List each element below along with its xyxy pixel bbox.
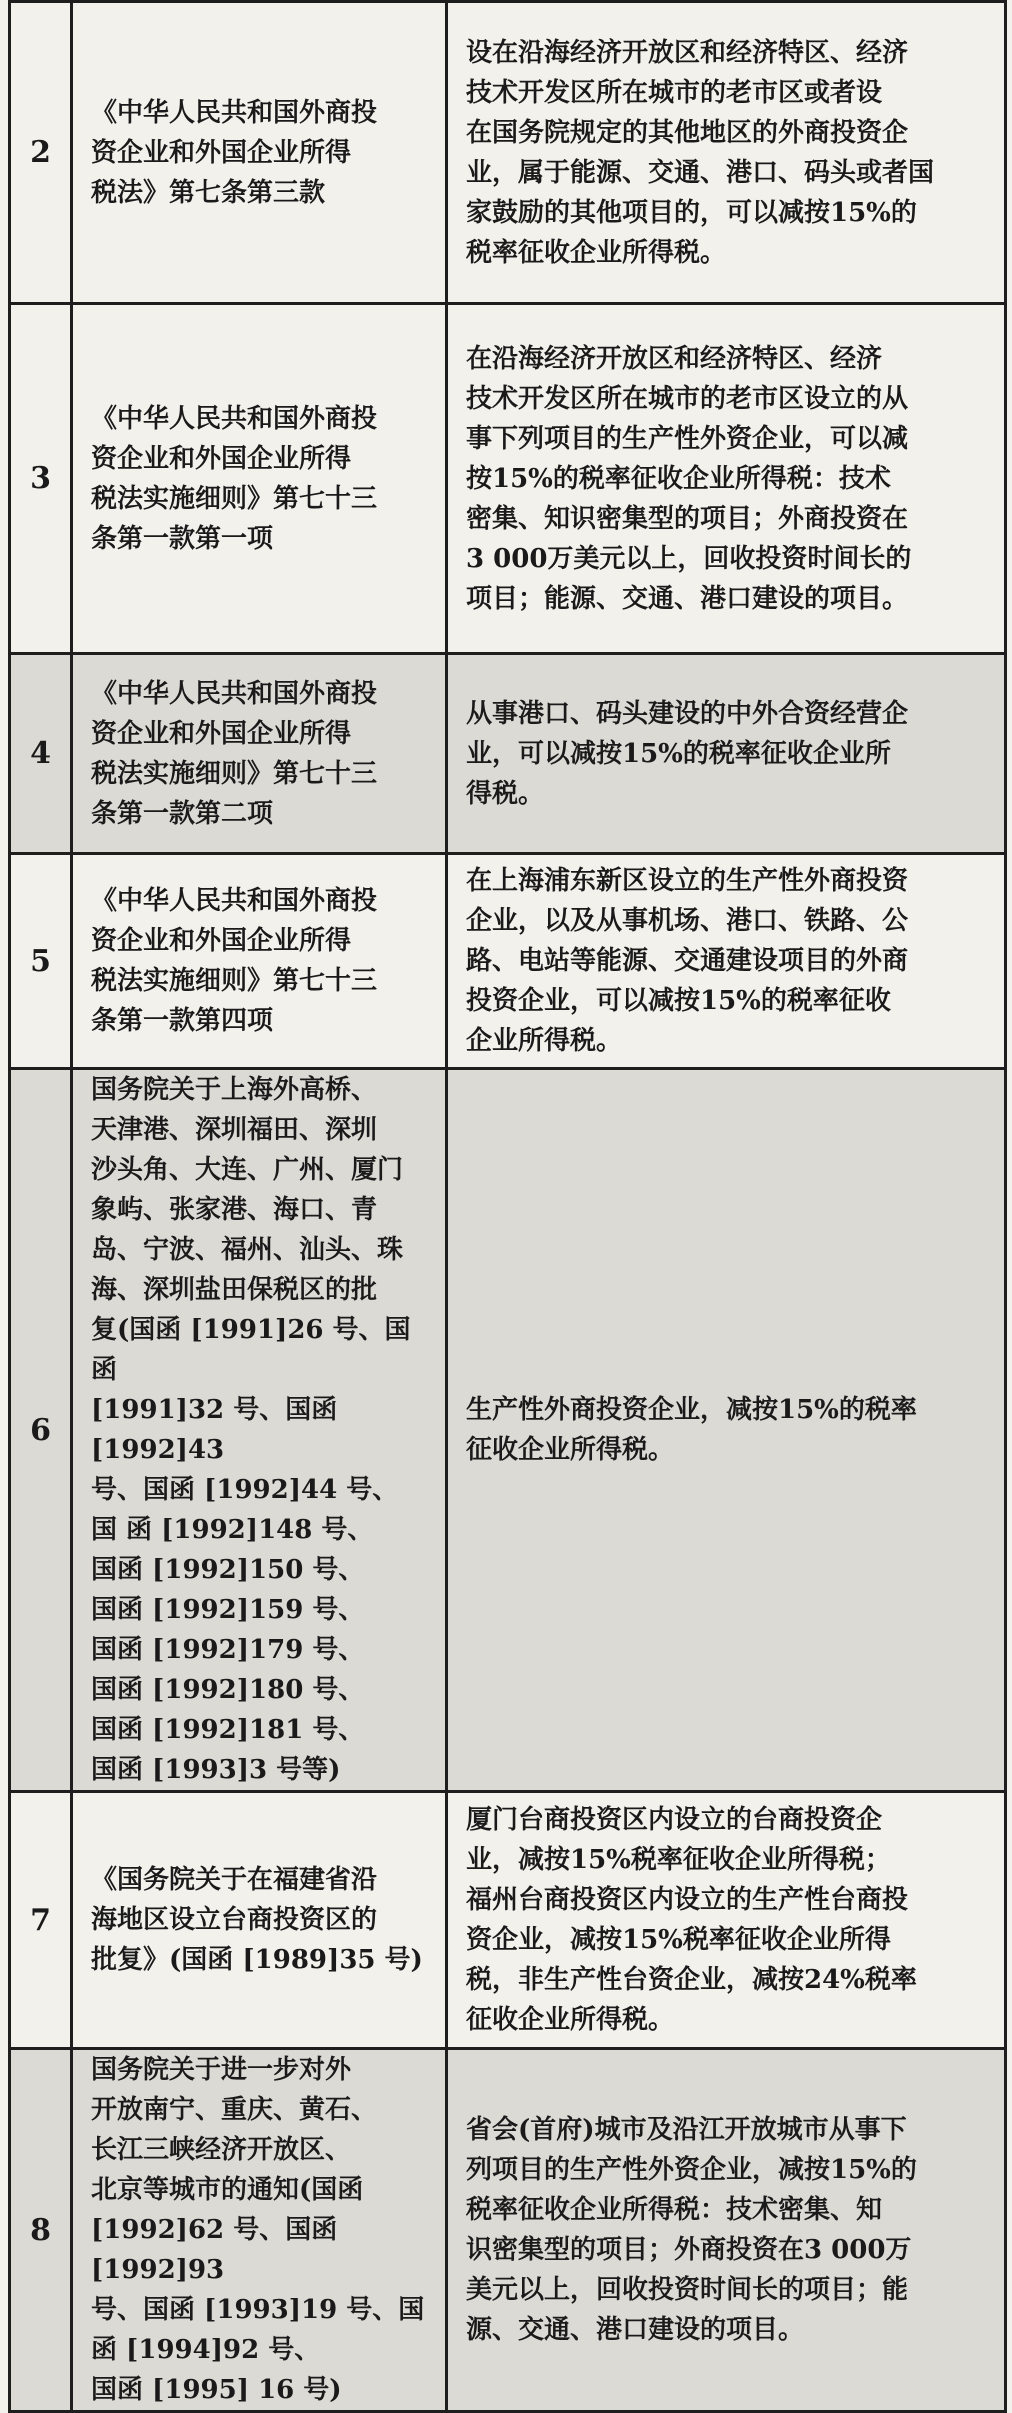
policy-content-cell: 在上海浦东新区设立的生产性外商投资 企业，以及从事机场、港口、铁路、公 路、电站等能源、交通建设项目的外商 投资企业，可以减按15%的税率征收 企业所得税。: [447, 854, 1006, 1069]
table-row: [10, 304, 1006, 654]
tax-preference-table: [8, 0, 1007, 2413]
legal-basis-cell: 国务院关于进一步对外 开放南宁、重庆、黄石、 长江三峡经济开放区、 北京等城市的通知(国函 [1992]62 号、国函 [1992]93 号、国函 [1993]19 号、国 函 [1994]92 号、 国函 [1995] 16 号): [72, 2049, 447, 2412]
row-number: 2: [10, 2, 72, 304]
table-row: [10, 654, 1006, 854]
policy-content-cell: 省会(首府)城市及沿江开放城市从事下 列项目的生产性外资企业，减按15%的 税率征收企业所得税：技术密集、知 识密集型的项目；外商投资在3 000万 美元以上，回收投资时间长的项目；能 源、交通、港口建设的项目。: [447, 2049, 1006, 2412]
policy-content-cell: 设在沿海经济开放区和经济特区、经济 技术开发区所在城市的老市区或者设 在国务院规定的其他地区的外商投资企 业，属于能源、交通、港口、码头或者国 家鼓励的其他项目的，可以减按15%的 税率征收企业所得税。: [447, 2, 1006, 304]
policy-content-cell: 生产性外商投资企业，减按15%的税率 征收企业所得税。: [447, 1069, 1006, 1792]
table-row: [10, 1069, 1006, 1792]
legal-basis-cell: 《中华人民共和国外商投 资企业和外国企业所得 税法实施细则》第七十三 条第一款第一项: [72, 304, 447, 654]
row-number: 4: [10, 654, 72, 854]
legal-basis-cell: 国务院关于上海外高桥、 天津港、深圳福田、深圳 沙头角、大连、广州、厦门 象屿、张家港、海口、青 岛、宁波、福州、汕头、珠 海、深圳盐田保税区的批 复(国函 [1991]26 号、国函 [1991]32 号、国函 [1992]43 号、国函 [1992]44 号、 国 函 [1992]148 号、 国函 [1992]150 号、 国函 [1992]159 号、 国函 [1992]179 号、 国函 [1992]180 号、 国函 [1992]181 号、 国函 [1993]3 号等): [72, 1069, 447, 1792]
legal-basis-cell: 《国务院关于在福建省沿 海地区设立台商投资区的 批复》(国函 [1989]35 号): [72, 1792, 447, 2049]
table-row: [10, 2049, 1006, 2412]
row-number: 3: [10, 304, 72, 654]
row-number: 8: [10, 2049, 72, 2412]
table-row: [10, 2, 1006, 304]
legal-basis-cell: 《中华人民共和国外商投 资企业和外国企业所得 税法》第七条第三款: [72, 2, 447, 304]
row-number: 6: [10, 1069, 72, 1792]
table-row: [10, 1792, 1006, 2049]
legal-basis-cell: 《中华人民共和国外商投 资企业和外国企业所得 税法实施细则》第七十三 条第一款第四项: [72, 854, 447, 1069]
row-number: 7: [10, 1792, 72, 2049]
policy-content-cell: 从事港口、码头建设的中外合资经营企 业，可以减按15%的税率征收企业所 得税。: [447, 654, 1006, 854]
table-row: [10, 854, 1006, 1069]
policy-content-cell: 厦门台商投资区内设立的台商投资企 业，减按15%税率征收企业所得税； 福州台商投资区内设立的生产性台商投 资企业，减按15%税率征收企业所得 税，非生产性台资企业，减按24%税率 征收企业所得税。: [447, 1792, 1006, 2049]
row-number: 5: [10, 854, 72, 1069]
legal-basis-cell: 《中华人民共和国外商投 资企业和外国企业所得 税法实施细则》第七十三 条第一款第二项: [72, 654, 447, 854]
policy-content-cell: 在沿海经济开放区和经济特区、经济 技术开发区所在城市的老市区设立的从 事下列项目的生产性外资企业，可以减 按15%的税率征收企业所得税：技术 密集、知识密集型的项目；外商投资在 3 000万美元以上，回收投资时间长的 项目；能源、交通、港口建设的项目。: [447, 304, 1006, 654]
